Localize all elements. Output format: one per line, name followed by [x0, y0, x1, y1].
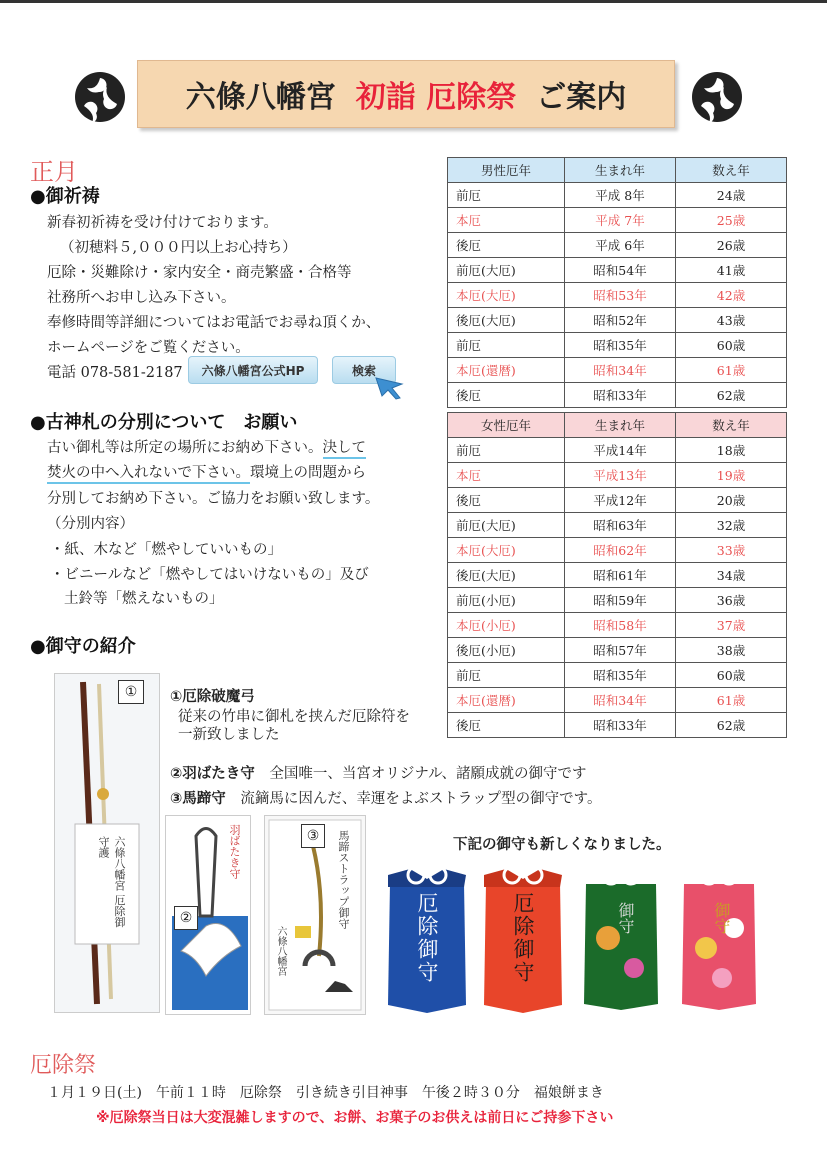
male-cell-age: 25歳	[676, 208, 787, 233]
female-cell-year: 平成14年	[565, 438, 676, 463]
male-cell-type: 前厄	[448, 333, 565, 358]
item2-title: ②羽ばたき守	[170, 766, 255, 782]
photo-label-3: ③	[301, 824, 325, 848]
table-row	[448, 208, 787, 233]
female-cell-type: 前厄	[448, 438, 565, 463]
table-row	[448, 513, 787, 538]
female-cell-age: 34歳	[676, 563, 787, 588]
photo-label-1: ①	[118, 680, 144, 704]
female-cell-type: 前厄	[448, 663, 565, 688]
table-row	[448, 463, 787, 488]
male-cell-type: 後厄	[448, 383, 565, 408]
banner-event-name: 初詣 厄除祭	[355, 80, 517, 115]
male-cell-year: 平成 8年	[565, 183, 676, 208]
male-cell-year: 昭和33年	[565, 383, 676, 408]
furufuda-line-3: 分別してお納め下さい。ご協力をお願い致します。	[47, 491, 380, 507]
table-row	[448, 358, 787, 383]
female-cell-year: 昭和33年	[565, 713, 676, 738]
new-omamori-note: 下記の御守も新しくなりました。	[453, 837, 671, 853]
male-cell-year: 昭和34年	[565, 358, 676, 383]
table-row	[448, 488, 787, 513]
female-cell-age: 38歳	[676, 638, 787, 663]
title-banner	[137, 60, 675, 128]
female-header-cell: 生まれ年	[565, 413, 676, 438]
habataki-photo-text: 羽ばたき守	[228, 824, 241, 879]
table-row	[448, 538, 787, 563]
male-cell-year: 昭和54年	[565, 258, 676, 283]
banner-tail: ご案内	[536, 80, 627, 115]
furufuda-line-5: ・紙、木など「燃やしていいもの」	[50, 542, 282, 558]
furufuda-line-6: ・ビニールなど「燃やしてはいけないもの」及び	[50, 567, 369, 583]
item3-desc: 流鏑馬に因んだ、幸運をよぶストラップ型の御守です。	[240, 791, 602, 807]
female-cell-year: 昭和63年	[565, 513, 676, 538]
table-row	[448, 688, 787, 713]
item3-title: ③馬蹄守	[170, 791, 226, 807]
male-cell-age: 42歳	[676, 283, 787, 308]
female-cell-year: 昭和34年	[565, 688, 676, 713]
table-row	[448, 233, 787, 258]
male-cell-year: 平成 7年	[565, 208, 676, 233]
male-cell-year: 昭和53年	[565, 283, 676, 308]
female-cell-type: 本厄(還暦)	[448, 688, 565, 713]
kitou-line: 厄除・災難除け・家内安全・商売繁盛・合格等	[47, 265, 352, 281]
female-cell-year: 昭和57年	[565, 638, 676, 663]
furufuda-underlined-text: 決して	[323, 440, 367, 459]
female-cell-type: 後厄	[448, 713, 565, 738]
item2-desc: 全国唯一、当宮オリジナル、諸願成就の御守です	[269, 766, 587, 782]
female-cell-age: 61歳	[676, 688, 787, 713]
male-cell-year: 昭和52年	[565, 308, 676, 333]
kitou-line: （初穂料５,０００円以上お心持ち）	[60, 240, 297, 256]
table-row	[448, 438, 787, 463]
furufuda-line-7: 土鈴等「燃えないもの」	[64, 591, 224, 607]
female-cell-year: 平成12年	[565, 488, 676, 513]
banner-shrine-name: 六條八幡宮	[185, 80, 336, 115]
furufuda-line-4: （分別内容）	[47, 516, 134, 532]
table-row	[448, 383, 787, 408]
furufuda-text: 環境上の問題から	[250, 465, 366, 481]
male-header-cell: 生まれ年	[565, 158, 676, 183]
item1-desc: 一新致しました	[178, 727, 280, 743]
furufuda-text: 古い御札等は所定の場所にお納め下さい。	[47, 440, 323, 456]
female-cell-age: 18歳	[676, 438, 787, 463]
hamayumi-photo-text: 六條八幡宮 厄除御守護	[97, 836, 126, 928]
pouch-red-text: 厄除御守	[511, 892, 535, 984]
item1-desc: 従来の竹串に御札を挟んだ厄除符を	[178, 709, 410, 725]
female-cell-age: 20歳	[676, 488, 787, 513]
female-cell-age: 62歳	[676, 713, 787, 738]
female-cell-year: 昭和59年	[565, 588, 676, 613]
female-cell-type: 前厄(小厄)	[448, 588, 565, 613]
female-cell-year: 平成13年	[565, 463, 676, 488]
omamori-heading: ●御守の紹介	[30, 636, 136, 657]
section-title-shogatsu: 正月	[30, 158, 78, 186]
male-cell-type: 本厄(還暦)	[448, 358, 565, 383]
table-row	[448, 588, 787, 613]
batei-photo-sub: 六條八幡宮	[275, 926, 286, 976]
table-row	[448, 713, 787, 738]
male-cell-age: 43歳	[676, 308, 787, 333]
male-cell-age: 61歳	[676, 358, 787, 383]
male-cell-age: 62歳	[676, 383, 787, 408]
male-cell-age: 41歳	[676, 258, 787, 283]
section-title-yakuyoke: 厄除祭	[30, 1053, 97, 1078]
female-cell-type: 本厄	[448, 463, 565, 488]
table-row	[448, 663, 787, 688]
phone-number: 電話 078-581-2187	[47, 365, 183, 381]
male-cell-type: 前厄	[448, 183, 565, 208]
female-cell-age: 19歳	[676, 463, 787, 488]
yakuyoke-note: ※厄除祭当日は大変混雑しますので、お餅、お菓子のお供えは前日にご持参下さい	[96, 1110, 614, 1126]
item2-row	[170, 762, 587, 783]
furufuda-line-1	[47, 436, 366, 457]
item3-row	[170, 787, 601, 808]
item1-title: ①厄除破魔弓	[170, 689, 255, 705]
female-cell-year: 昭和62年	[565, 538, 676, 563]
female-cell-age: 60歳	[676, 663, 787, 688]
table-row	[448, 638, 787, 663]
male-cell-year: 平成 6年	[565, 233, 676, 258]
female-cell-type: 前厄(大厄)	[448, 513, 565, 538]
female-cell-type: 後厄(大厄)	[448, 563, 565, 588]
female-cell-age: 32歳	[676, 513, 787, 538]
kitou-heading: ●御祈祷	[30, 186, 100, 207]
search-button[interactable]: 検索	[332, 356, 396, 384]
female-yakudoshi-table	[447, 412, 787, 738]
official-hp-button[interactable]: 六條八幡宮公式HP	[188, 356, 318, 384]
table-row	[448, 183, 787, 208]
cursor-arrow-icon	[374, 376, 406, 400]
yakuyoke-schedule: １月１９日(土) 午前１１時 厄除祭 引き続き引目神事 午後２時３０分 福娘餅まき	[47, 1085, 604, 1101]
male-table-header	[448, 158, 787, 183]
batei-photo-text: 馬蹄ストラップ御守	[337, 830, 350, 929]
female-cell-type: 後厄(小厄)	[448, 638, 565, 663]
furufuda-underlined-text: 焚火の中へ入れないで下さい。	[47, 465, 250, 484]
photo-label-2: ②	[174, 906, 198, 930]
pouch-green-text: 御守	[616, 902, 635, 934]
female-table-header	[448, 413, 787, 438]
kitou-line: 新春初祈祷を受け付けております。	[47, 215, 278, 231]
female-cell-age: 36歳	[676, 588, 787, 613]
female-header-cell: 数え年	[676, 413, 787, 438]
female-cell-age: 33歳	[676, 538, 787, 563]
habataki-photo	[165, 815, 251, 1015]
batei-photo	[264, 815, 366, 1015]
female-cell-year: 昭和61年	[565, 563, 676, 588]
pouch-pink-text: 御守	[712, 902, 731, 934]
female-cell-year: 昭和58年	[565, 613, 676, 638]
male-cell-age: 60歳	[676, 333, 787, 358]
female-cell-type: 本厄(大厄)	[448, 538, 565, 563]
male-cell-age: 24歳	[676, 183, 787, 208]
male-yakudoshi-table	[447, 157, 787, 408]
male-cell-type: 本厄(大厄)	[448, 283, 565, 308]
male-header-cell: 数え年	[676, 158, 787, 183]
female-cell-type: 本厄(小厄)	[448, 613, 565, 638]
kitou-line: 奉修時間等詳細についてはお電話でお尋ね頂くか、	[47, 315, 381, 331]
table-row	[448, 563, 787, 588]
female-cell-year: 昭和35年	[565, 663, 676, 688]
tomoe-crest-icon-right	[690, 70, 744, 124]
table-row	[448, 613, 787, 638]
kitou-line: ホームページをご覧ください。	[47, 340, 250, 356]
male-cell-age: 26歳	[676, 233, 787, 258]
male-cell-year: 昭和35年	[565, 333, 676, 358]
female-cell-type: 後厄	[448, 488, 565, 513]
table-row	[448, 283, 787, 308]
table-row	[448, 258, 787, 283]
tomoe-crest-icon-left	[73, 70, 127, 124]
male-cell-type: 後厄(大厄)	[448, 308, 565, 333]
hamayumi-photo	[54, 673, 160, 1013]
male-cell-type: 後厄	[448, 233, 565, 258]
table-row	[448, 333, 787, 358]
female-header-cell: 女性厄年	[448, 413, 565, 438]
kitou-line: 社務所へお申し込み下さい。	[47, 290, 236, 306]
top-border	[0, 0, 827, 3]
male-cell-type: 前厄(大厄)	[448, 258, 565, 283]
furufuda-heading: ●古神札の分別について お願い	[30, 412, 298, 433]
pouch-blue-text: 厄除御守	[415, 892, 439, 984]
male-cell-type: 本厄	[448, 208, 565, 233]
male-header-cell: 男性厄年	[448, 158, 565, 183]
table-row	[448, 308, 787, 333]
female-cell-age: 37歳	[676, 613, 787, 638]
furufuda-line-2	[47, 461, 366, 482]
